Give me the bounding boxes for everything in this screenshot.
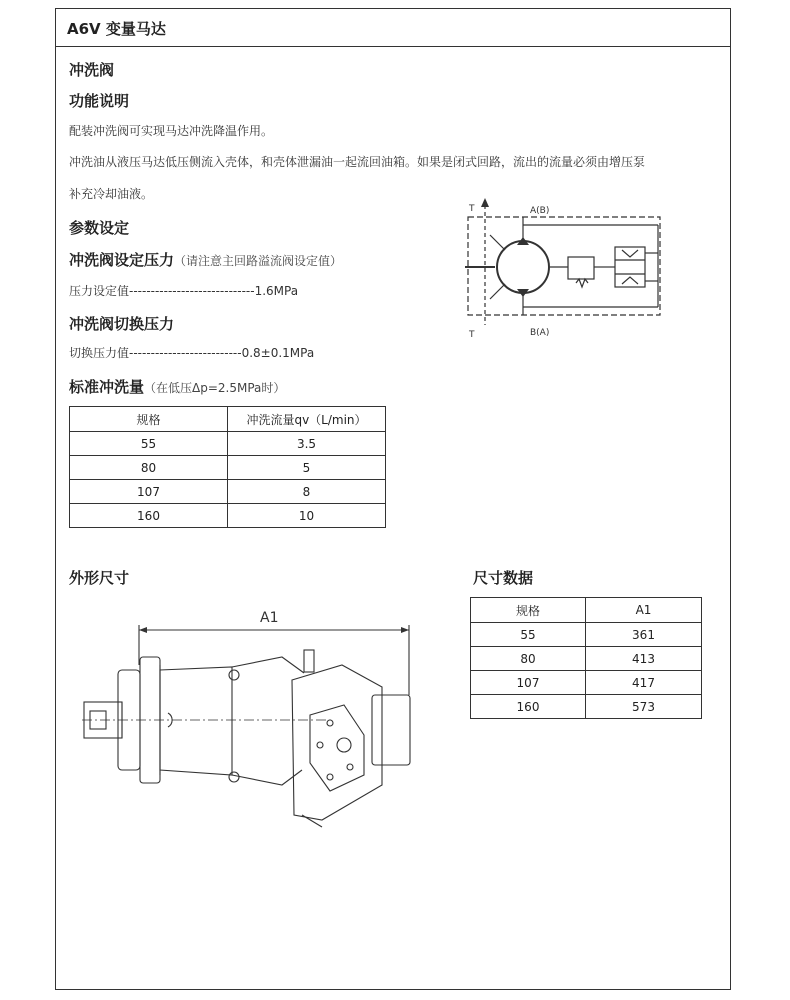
params-title: 参数设定 — [69, 219, 130, 237]
valve-block — [292, 650, 410, 827]
table-cell: 3.5 — [228, 432, 386, 456]
std-flow-title: 标准冲洗量 — [69, 378, 145, 396]
table-cell: 80 — [70, 456, 228, 480]
table-row — [471, 647, 702, 671]
table-cell: 55 — [471, 623, 586, 647]
table-cell: 417 — [586, 671, 702, 695]
table-cell: 8 — [228, 480, 386, 504]
table-cell: 107 — [70, 480, 228, 504]
dim-table — [470, 597, 702, 719]
table-cell: 10 — [228, 504, 386, 528]
motor-symbol — [497, 241, 549, 293]
schematic-label-port-a: A(B) — [530, 206, 550, 216]
table-row — [70, 432, 386, 456]
switch-pressure-value: 切换压力值--------------------------0.8±0.1MPa — [69, 346, 315, 360]
page-title: A6V 变量马达 — [67, 20, 166, 38]
page-header — [56, 9, 730, 47]
function-desc-1: 配装冲洗阀可实现马达冲洗降温作用。 — [69, 124, 274, 138]
table-row — [471, 671, 702, 695]
flush-valve-title: 冲洗阀 — [69, 61, 115, 79]
dimensions-title: 外形尺寸 — [69, 569, 130, 587]
set-pressure-note: （请注意主回路溢流阀设定值） — [174, 254, 343, 268]
table-cell: 160 — [70, 504, 228, 528]
table-header-row — [70, 407, 386, 432]
schematic-label-port-b: B(A) — [530, 328, 550, 338]
set-pressure-value: 压力设定值-----------------------------1.6MPa — [69, 284, 299, 298]
relief-valve-symbol — [550, 257, 602, 287]
shuttle-valve-symbol — [602, 247, 658, 287]
std-flow-note: （在低压Δp=2.5MPa时） — [144, 381, 286, 395]
dim-table-title: 尺寸数据 — [473, 569, 534, 587]
std-flow-heading — [69, 376, 285, 397]
table-cell: 107 — [471, 671, 586, 695]
function-desc-3: 补充冷却油液。 — [69, 187, 154, 201]
function-title: 功能说明 — [69, 92, 130, 110]
table-cell: 573 — [586, 695, 702, 719]
table-cell: 5 — [228, 456, 386, 480]
table-cell: 160 — [471, 695, 586, 719]
table-cell: 55 — [70, 432, 228, 456]
table-cell: 80 — [471, 647, 586, 671]
table-header-cell: 规格 — [471, 598, 586, 623]
dimension-line-a1 — [139, 627, 409, 633]
table-cell: 361 — [586, 623, 702, 647]
table-row — [471, 623, 702, 647]
table-header-row — [471, 598, 702, 623]
flow-table — [69, 406, 386, 528]
table-cell: 413 — [586, 647, 702, 671]
dimension-label-a1: A1 — [260, 610, 279, 626]
table-row — [70, 456, 386, 480]
schematic-label-t-bottom: T — [469, 330, 475, 340]
table-header-cell: 冲洗流量qv（L/min） — [228, 407, 386, 432]
table-row — [471, 695, 702, 719]
table-header-cell: A1 — [586, 598, 702, 623]
motor-housing — [160, 657, 304, 785]
switch-pressure-title: 冲洗阀切换压力 — [69, 315, 175, 333]
motor-dimension-drawing — [82, 595, 422, 835]
schematic-label-t-top: T — [469, 204, 475, 214]
table-row — [70, 504, 386, 528]
set-pressure-heading — [69, 249, 342, 270]
function-desc-2: 冲洗油从液压马达低压侧流入壳体，和壳体泄漏油一起流回油箱。如果是闭式回路，流出的流量必须由增压泵 — [69, 155, 646, 169]
table-row — [70, 480, 386, 504]
set-pressure-title: 冲洗阀设定压力 — [69, 251, 175, 269]
table-header-cell: 规格 — [70, 407, 228, 432]
flush-valve-schematic — [460, 195, 690, 345]
